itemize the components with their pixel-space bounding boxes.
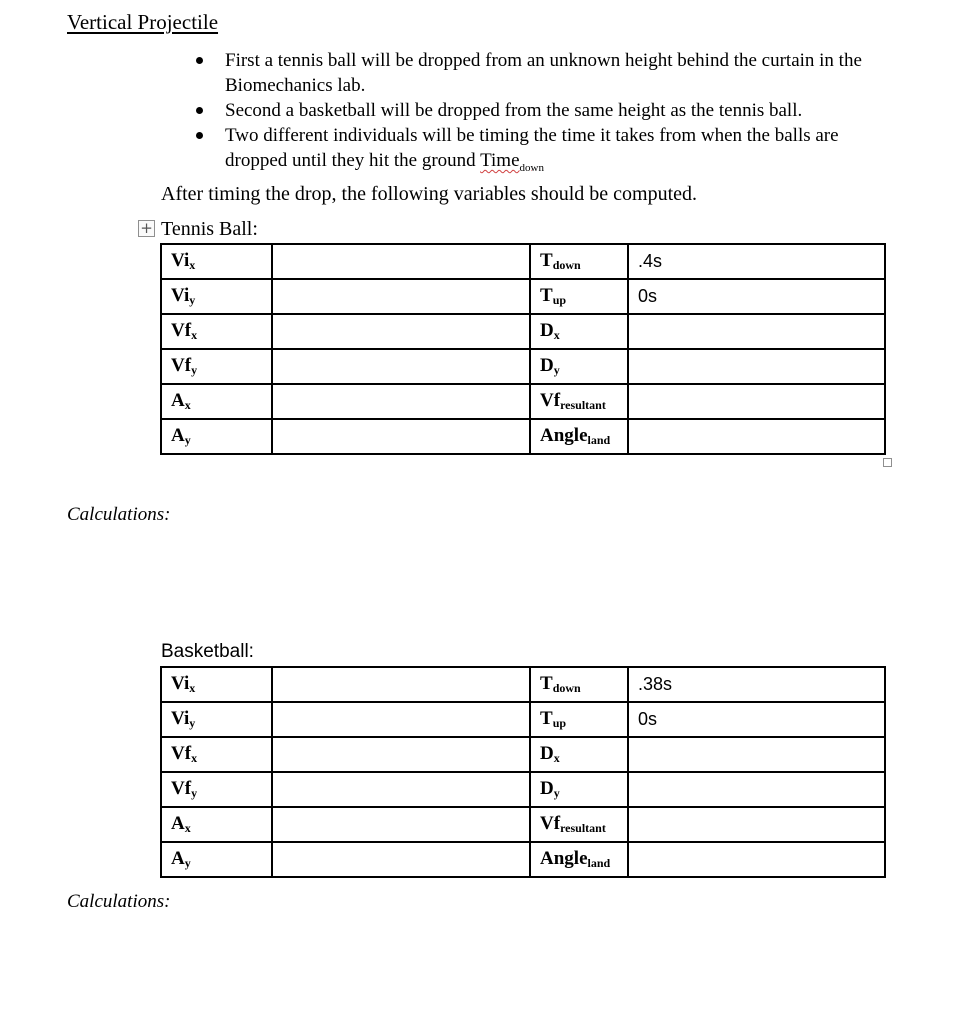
variable-cell[interactable] [161, 384, 272, 419]
var-base: Vi [171, 673, 190, 694]
calculations-label: Calculations: [67, 504, 171, 525]
var-sub: y [553, 363, 560, 377]
var-sub: x [191, 751, 198, 765]
table-row [161, 667, 885, 702]
table-row [161, 384, 885, 419]
variable-cell[interactable] [530, 384, 628, 419]
variable-cell[interactable] [530, 244, 628, 279]
variable-cell[interactable] [161, 737, 272, 772]
table-row [161, 349, 885, 384]
var-sub: up [552, 716, 567, 730]
input-cell[interactable] [272, 314, 530, 349]
input-cell[interactable] [272, 384, 530, 419]
var-base: T [540, 250, 553, 271]
variable-cell[interactable] [530, 842, 628, 877]
variable-cell[interactable] [161, 419, 272, 454]
bullet-item [192, 123, 892, 181]
variable-cell[interactable] [530, 702, 628, 737]
variable-cell[interactable] [530, 737, 628, 772]
var-sub: x [184, 821, 191, 835]
input-cell[interactable] [272, 349, 530, 384]
bullet-text: First a tennis ball will be dropped from an unknown height behind the curtain in the Biomechanics lab. [225, 50, 862, 96]
basketball-label: Basketball: [161, 641, 254, 662]
spellcheck-term[interactable] [480, 150, 544, 174]
bullet-item [192, 48, 892, 98]
var-base: Angle [540, 425, 588, 446]
table-row [161, 279, 885, 314]
input-cell[interactable] [272, 244, 530, 279]
input-cell[interactable] [272, 667, 530, 702]
input-cell[interactable] [272, 702, 530, 737]
var-base: Vf [171, 355, 192, 376]
var-base: Vf [171, 778, 192, 799]
var-sub: y [191, 363, 198, 377]
variable-cell[interactable] [161, 667, 272, 702]
term-sub: down [519, 161, 544, 174]
var-sub: y [184, 856, 191, 870]
var-base: Vf [171, 320, 192, 341]
term-base: Time [480, 150, 520, 171]
var-base: T [540, 708, 553, 729]
variable-cell[interactable] [161, 772, 272, 807]
var-base: Vf [540, 813, 561, 834]
var-sub: x [184, 398, 191, 412]
var-base: Vf [540, 390, 561, 411]
table-row [161, 419, 885, 454]
table-row [161, 314, 885, 349]
var-sub: x [553, 751, 560, 765]
variable-cell[interactable] [161, 842, 272, 877]
input-cell[interactable] [272, 807, 530, 842]
var-base: A [171, 813, 185, 834]
input-cell[interactable] [272, 419, 530, 454]
variable-cell[interactable] [530, 772, 628, 807]
bullet-text: Second a basketball will be dropped from the same height as the tennis ball. [225, 100, 803, 121]
value-cell[interactable] [628, 772, 885, 807]
var-base: D [540, 320, 554, 341]
var-sub: y [553, 786, 560, 800]
var-sub: land [587, 856, 611, 870]
var-sub: x [189, 258, 196, 272]
tennis-label: Tennis Ball: [161, 218, 258, 240]
intro-text: After timing the drop, the following variables should be computed. [161, 183, 697, 205]
variable-cell[interactable] [161, 279, 272, 314]
variable-cell[interactable] [530, 314, 628, 349]
value-cell[interactable] [628, 842, 885, 877]
value-cell[interactable] [628, 419, 885, 454]
variable-cell[interactable] [530, 279, 628, 314]
value-cell[interactable] [628, 807, 885, 842]
var-sub: resultant [560, 821, 606, 835]
table-row [161, 244, 885, 279]
var-sub: down [552, 258, 581, 272]
variable-cell[interactable] [161, 349, 272, 384]
variable-cell[interactable] [161, 244, 272, 279]
value-cell[interactable]: 0s [628, 279, 885, 314]
table-row [161, 737, 885, 772]
var-base: D [540, 743, 554, 764]
value-cell[interactable]: .4s [628, 244, 885, 279]
var-base: Vi [171, 285, 190, 306]
input-cell[interactable] [272, 772, 530, 807]
table-row [161, 702, 885, 737]
var-sub: down [552, 681, 581, 695]
calculations-label: Calculations: [67, 891, 171, 912]
value-cell[interactable] [628, 349, 885, 384]
variable-cell[interactable] [530, 807, 628, 842]
table-resize-handle[interactable] [883, 458, 892, 467]
var-sub: x [553, 328, 560, 342]
var-base: T [540, 673, 553, 694]
var-base: D [540, 778, 554, 799]
var-sub: x [191, 328, 198, 342]
var-sub: x [189, 681, 196, 695]
variable-cell[interactable] [161, 807, 272, 842]
move-icon[interactable]: + [138, 220, 155, 237]
variable-cell[interactable] [161, 314, 272, 349]
bullet-item [192, 98, 892, 123]
table-row [161, 842, 885, 877]
var-base: Angle [540, 848, 588, 869]
document-title: Vertical Projectile [67, 10, 219, 34]
var-base: Vi [171, 250, 190, 271]
variable-cell[interactable] [161, 702, 272, 737]
var-base: Vf [171, 743, 192, 764]
input-cell[interactable] [272, 737, 530, 772]
bullet-text: Two different individuals will be timing the time it takes from when the balls are dropped until they hit the ground [225, 125, 839, 171]
var-base: Vi [171, 708, 190, 729]
var-base: A [171, 848, 185, 869]
variable-cell[interactable] [530, 667, 628, 702]
var-base: A [171, 390, 185, 411]
table-row [161, 807, 885, 842]
var-sub: land [587, 433, 611, 447]
table-row [161, 772, 885, 807]
instructions-list [192, 48, 892, 181]
var-sub: resultant [560, 398, 606, 412]
value-cell[interactable] [628, 384, 885, 419]
var-base: D [540, 355, 554, 376]
var-sub: y [184, 433, 191, 447]
var-sub: y [189, 716, 196, 730]
variable-cell[interactable] [530, 349, 628, 384]
basketball-table [160, 666, 886, 878]
tennis-table [160, 243, 886, 455]
var-sub: up [552, 293, 567, 307]
variable-cell[interactable] [530, 419, 628, 454]
value-cell[interactable]: .38s [628, 667, 885, 702]
var-base: A [171, 425, 185, 446]
input-cell[interactable] [272, 279, 530, 314]
var-sub: y [189, 293, 196, 307]
input-cell[interactable] [272, 842, 530, 877]
var-base: T [540, 285, 553, 306]
value-cell[interactable]: 0s [628, 702, 885, 737]
value-cell[interactable] [628, 737, 885, 772]
var-sub: y [191, 786, 198, 800]
value-cell[interactable] [628, 314, 885, 349]
